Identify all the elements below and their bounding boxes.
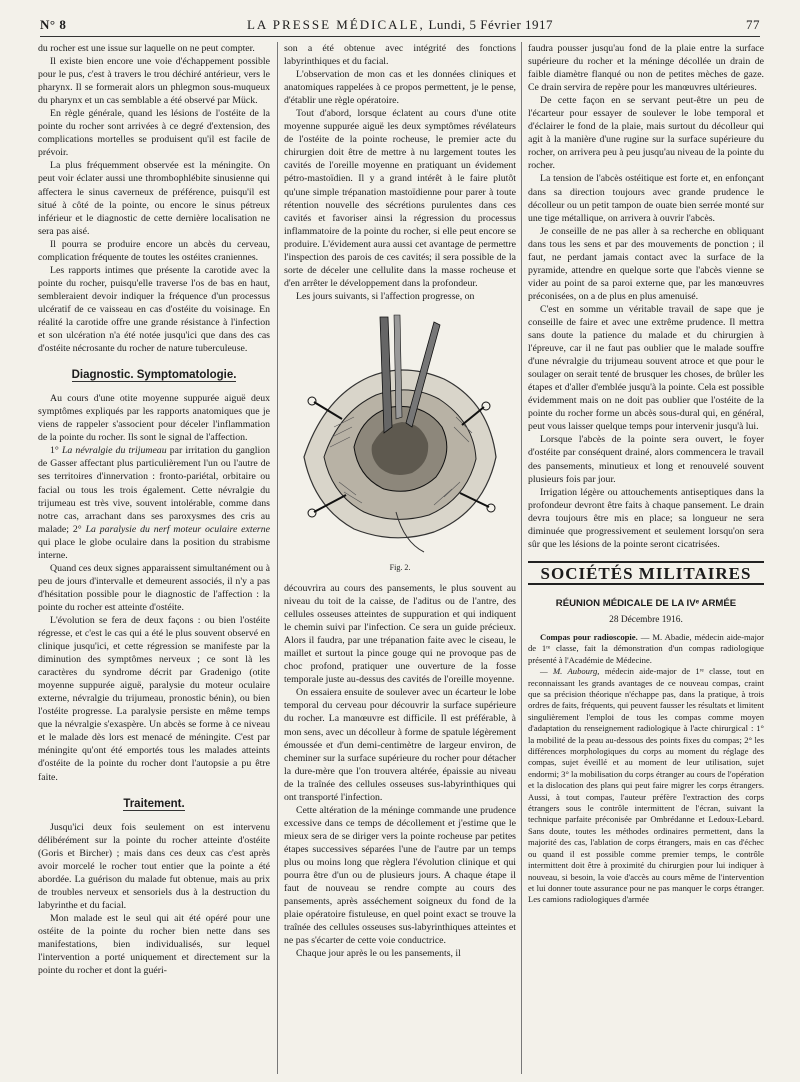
text-run: qui place le globe oculaire dans la position du strabisme interne. xyxy=(38,536,270,561)
section-heading-text: Traitement. xyxy=(123,797,185,810)
paragraph: L'observation de mon cas et les données cliniques et anatomiques rappelées à ce propos permettent, je le pense, d'établir une règle opératoire. xyxy=(284,69,516,107)
emphasis: La névralgie du trijumeau xyxy=(61,445,167,457)
paragraph: Au cours d'une otite moyenne suppurée aiguë deux symptômes expliqués par les rapports anatomiques que je viens de rappeler s'associent pour déceler l'inflammation de la pointe du rocher. Ils sont le signal de l'affection. xyxy=(38,393,270,444)
section-banner xyxy=(528,561,764,585)
page-header xyxy=(40,14,760,37)
paragraph: Mon malade est le seul qui ait été opéré pour une ostéite de la pointe du rocher bien nette dans ses manifestations, bien individualisés, sur lequel l'intervention a porté uniquement et directement sur la pointe du rocher et dont la guéri- xyxy=(38,912,270,977)
paragraph: C'est en somme un véritable travail de sape que je conseille de faire et avec une extrême prudence. Il mettra sans doute la patience du malade et du chirurgien à l'épreuve, car il ne faut pas oublier que le malade souffre d'une névralgie du trijumeau souvent atroce et que pour le soulager on serait tenté de brusquer les choses, de brûler les étapes et d'aller d'emblée jusqu'à la pointe. Cela est possible évidemment mais on ne doit pas oublier que l'ostéite de la pointe du rocher forme un abcès sous-dural qui, en général, peut vous laisser quelque temps pour intervenir jusqu'à lui. xyxy=(528,303,764,433)
figure-drawing xyxy=(284,307,516,557)
paragraph: faudra pousser jusqu'au fond de la plaie entre la surface supérieure du rocher et la méninge décollée un drain de faible diamètre flanqué ou non de petites mèches de gaze. Ce drain servira de repère pour les manœuvres ultérieures. xyxy=(528,43,764,94)
issue-number: N° 8 xyxy=(40,17,67,32)
paragraph: Les rapports intimes que présente la carotide avec la pointe du rocher, puisqu'elle traverse l'os de bas en haut, sembleraient devoir indiquer la fréquence d'un processus ulcératif de ce vaisseau en cas d'ostéite du voisinage. En réalité la carotide offre une grande résistance à l'infection et son ulcération n'a été notée jusqu'ici que dans des cas d'ostéite nécrosante du rocher de nature tuberculeuse. xyxy=(38,264,270,355)
paragraph: du rocher est une issue sur laquelle on ne peut compter. xyxy=(38,43,255,54)
issue-date: Lundi, 5 Février 1917 xyxy=(428,17,554,32)
meeting-date: 28 Décembre 1916. xyxy=(609,614,683,625)
paragraph: Cette altération de la méninge commande une prudence excessive dans ce temps de décollement et j'estime que le mieux sera de se diriger vers la pointe rocheuse par petites étapes successives séparées l'une de l'autre par un temps plus ou moins long que règlera l'évolution clinique et qui pourra être d'un ou de plusieurs jours. A chaque étape il faut de nouveau se rendre compte au cours des pansements, après asséchement soigneux du fond de la plaie opératoire fistuleuse, en quel point exact se trouve la traînée des cellules osseuses sus-labyrinthiques atteintes et ne pas s'écarter de cette voie conductrice. xyxy=(284,804,516,947)
paragraph xyxy=(528,666,764,906)
page-number: 77 xyxy=(746,17,760,32)
paragraph: La tension de l'abcès ostéitique est forte et, en enfonçant dans sa direction toujours avec grande prudence le décolleur ou un petit tampon de ouate bien serrée monté sur une tige métallique, on arrivera à ouvrir l'abcès. xyxy=(528,173,764,224)
paragraph: La plus fréquemment observée est la méningite. On peut voir éclater aussi une thrombophlébite sinusienne qui affectera le sinus caverneux de préférence, puisqu'il est situé à côté de la pointe, ou encore le sinus pétreux inférieur et le diagnostic de cette dernière localisation ne sera pas aisé. xyxy=(38,160,270,237)
paragraph: Il pourra se produire encore un abcès du cerveau, complication fréquente de toutes les ostéites craniennes. xyxy=(38,238,270,263)
surgical-illustration xyxy=(284,307,516,557)
paragraph: Quand ces deux signes apparaissent simultanément ou à peu de jours d'intervalle et demeurent associés, il n'y a pas d'hésitation possible pour le diagnostic de l'affection : la pointe du rocher est atteinte d'ostéite. xyxy=(38,562,270,613)
paragraph: Il existe bien encore une voie d'échappement possible pour le pus, c'est à travers le trou déchiré antérieur, vers le pharynx. Il se formerait alors un phlegmon sous-muqueux du pharynx et un cas semblable a été observé par Mück. xyxy=(38,56,270,107)
paragraph: découvrira au cours des pansements, le plus souvent au niveau du toit de la caisse, de l'aditus ou de l'antre, des cellules osseuses atteintes de suppuration et qui indiquent le chemin suivi par l'infection. Ce sera un guide précieux. Alors il faudra, par une trépanation faite avec le ciseau, le maillet et surtout la pince gouge qui ne provoque pas de choc profond, pratiquer une ouverture de la fosse temporale juste au-dessus des cavités de l'oreille moyenne. xyxy=(284,582,516,686)
paragraph: De cette façon en se servant peut-être un peu de l'écarteur pour essayer de soulever le lobe temporal et d'éclairer le fond de la plaie, mais surtout du décolleur qui agit à la manière d'une rugine sur la surface supérieure du rocher, on arrivera peu à peu jusqu'au niveau de la pointe du rocher. xyxy=(528,95,764,172)
section-heading-diagnostic xyxy=(38,369,270,382)
meeting-heading: RÉUNION MÉDICALE DE LA IVᵉ ARMÉE xyxy=(555,597,737,609)
column-3 xyxy=(528,42,764,1074)
paragraph: Tout d'abord, lorsque éclatent au cours d'une otite moyenne suppurée aiguë les deux symptômes révélateurs de l'ostéite de la pointe rocheuse, le premier acte du chirurgien doit être de mettre à nu largement toutes les cavités de l'oreille moyenne en pratiquant un évidement pétro-mastoïdien. Il y a grand intérêt à le faire plutôt qu'une simple trépanation mastoïdienne pour parer à toute rétention nouvelle des sécrétions purulentes dans ces cavités et favoriser ainsi la régression du processus inflammatoire de la pointe du rocher, si elle peut encore se produire. L'évidement aura aussi cet avantage de permettre l'inspection des parois de ces cavités; il sera possible de la sorte de déceler une cellulite dans la masse rocheuse et d'en arrêter le développement dans la profondeur. xyxy=(284,108,516,289)
column-rule xyxy=(277,42,278,1074)
paragraph: Jusqu'ici deux fois seulement on est intervenu délibérément sur la pointe du rocher atteinte d'ostéite (Goris et Bircher) ; mais dans ces deux cas c'est après avoir morcelé le rocher tout entier que la pointe a été abordée. La guérison du malade fut obtenue, mais au prix de troubles nerveux et sensoriels dus à la destruction du labyrinthe et du facial. xyxy=(38,821,270,911)
paragraph: son a été obtenue avec intégrité des fonctions labyrinthiques et du facial. xyxy=(284,43,516,68)
speaker-name: — M. Aubourg, xyxy=(540,666,600,677)
column-rule xyxy=(521,42,522,1074)
text-run: 1° xyxy=(50,445,62,457)
paragraph xyxy=(38,444,270,561)
lead-text: Compas pour radioscopie. xyxy=(540,631,638,642)
text-run: médecin aide-major de 1ʳᵉ classe, tout en reconnaissant les grands avantages de ce nouveau compas, craint que sa précision théorique n'échappe pas, dans la pratique, à trois ordres de faits, fréquents, qui peuvent fausser les résultats et limitent singulièrement l'emploi de tous les compas comme moyen d'adaptation du renseignement radiologique à l'acte chirurgical : 1° la mobilité de la peau au-dessous des points fixes du compas; 2° les différences morphologiques du corps au moment du réglage des compas, sujet éveillé et au moment de leur utilisation, sujet endormi; 3° la mobilisation du corps étranger au cours de l'opération et la dislocation des plans qui peut faire migrer les corps étrangers. Aussi, à tout compas, l'auteur préfère l'extraction des corps étrangers sous le contrôle intermittent de l'écran, suivant la technique parfaite préconisée par Ombrédanne et Ledoux-Lebard. Sans doute, toutes les méthodes ordinaires permettent, dans la majorité des cas, l'ablation de corps étrangers, mais en cas d'échec ou quand il est possible comme premier temps, le contrôle intermittent doit être à proximité du chirurgien pour lui indiquer à nouveau, si besoin, la voie d'accès au cours même de l'intervention et lui donner toute assurance pour ne pas manquer le corps étranger. Les camions radiologiques d'armée xyxy=(528,666,764,905)
text-run: — M. Abadie, médecin aide-major de 1ʳᵉ classe, fait la démonstration d'un compas radiologique présenté à l'Académie de Médecine. xyxy=(528,631,764,665)
column-2 xyxy=(284,42,516,1074)
section-heading-traitement xyxy=(38,798,270,811)
paragraph xyxy=(528,632,764,666)
column-1 xyxy=(38,42,270,1074)
paragraph: L'évolution se fera de deux façons : ou bien l'ostéite régresse, et c'est le cas qui a été le plus souvent observé en clinique jusqu'ici, et cette régression se manifeste par la diminution des symptômes nerveux ; ce sont là les caractères du syndrome décrit par Gradenigo (otite moyenne suppurée aiguë, paralysie du moteur oculaire externe, névralgie du trijumeau, pronostic bénin), ou bien l'ostéite progresse. La paralysie persiste en même temps que la névralgie s'exaspère. Un abcès se forme à ce niveau et le malade dès lors est menacé de méningite. C'est par méningite qu'ont été emportés tous les malades atteints d'ostéite de la pointe du rocher dont l'autopsie a pu être faite. xyxy=(38,614,270,783)
paragraph: Les jours suivants, si l'affection progresse, on xyxy=(296,290,475,302)
section-heading-text: Diagnostic. Symptomatologie. xyxy=(71,369,237,382)
paragraph: Lorsque l'abcès de la pointe sera ouvert, le foyer d'ostéite par conséquent drainé, alors commencera le travail des pansements, minutieux et long et renouvelé souvent plusieurs fois par jour. xyxy=(528,434,764,485)
figure-caption: Fig. 2. xyxy=(389,562,411,572)
paragraph: En règle générale, quand les lésions de l'ostéite de la pointe du rocher sont arrivées à ce degré d'extension, des complications mortelles se produisent qu'il est facile de prévoir. xyxy=(38,108,270,159)
paragraph: Irrigation légère ou attouchements antiseptiques dans la profondeur devront être faits à chaque pansement. Le drain devra toujours être mis en place; sa longueur ne sera diminuée que progressivement et seulement lorsqu'on sera sûr que les lésions de la pointe seront cicatrisées. xyxy=(528,486,764,550)
paragraph: Chaque jour après le ou les pansements, il xyxy=(296,948,461,960)
masthead xyxy=(40,17,760,33)
paragraph: On essaiera ensuite de soulever avec un écarteur le lobe temporal du cerveau pour découvrir la surface supérieure du rocher. La manœuvre est difficile. Il est préférable, à mon sens, avec un décolleur à forme de spatule légèrement émoussée et d'un demi-centimètre de largeur environ, de cheminer sur la surface supérieure du rocher pour détacher la dure-mère que l'on trouvera altérée, épaissie au niveau de la traînée des cellules osseuses sus-labyrinthiques qui ont transporté l'infection. xyxy=(284,687,516,803)
text-run: par irritation du ganglion de Gasser affectant plus particulièrement l'un ou l'autre de ses territoires d'innervation : fronto-pariétal, orbitaire ou facial ou tous les trois également. Cette névralgie du trijumeau est très vive, souvent intolérable, comme dans notre cas, arrachant dans ses paroxysmes des cris au malade; 2° xyxy=(38,445,270,535)
paragraph: Je conseille de ne pas aller à sa recherche en obliquant dans tous les sens et par des mouvements de ponction ; il faut, ne perdant jamais contact avec la surface de la pyramide, attendre en quelque sorte que l'abcès vienne se vider au point de sa paroi externe que, par les manœuvres préconisées, on a de plus en plus amenuisé. xyxy=(528,225,764,302)
emphasis: La paralysie du nerf moteur oculaire externe xyxy=(85,523,270,535)
section-banner-title: SOCIÉTÉS MILITAIRES xyxy=(540,563,752,583)
journal-name: LA PRESSE MÉDICALE, xyxy=(246,17,425,32)
